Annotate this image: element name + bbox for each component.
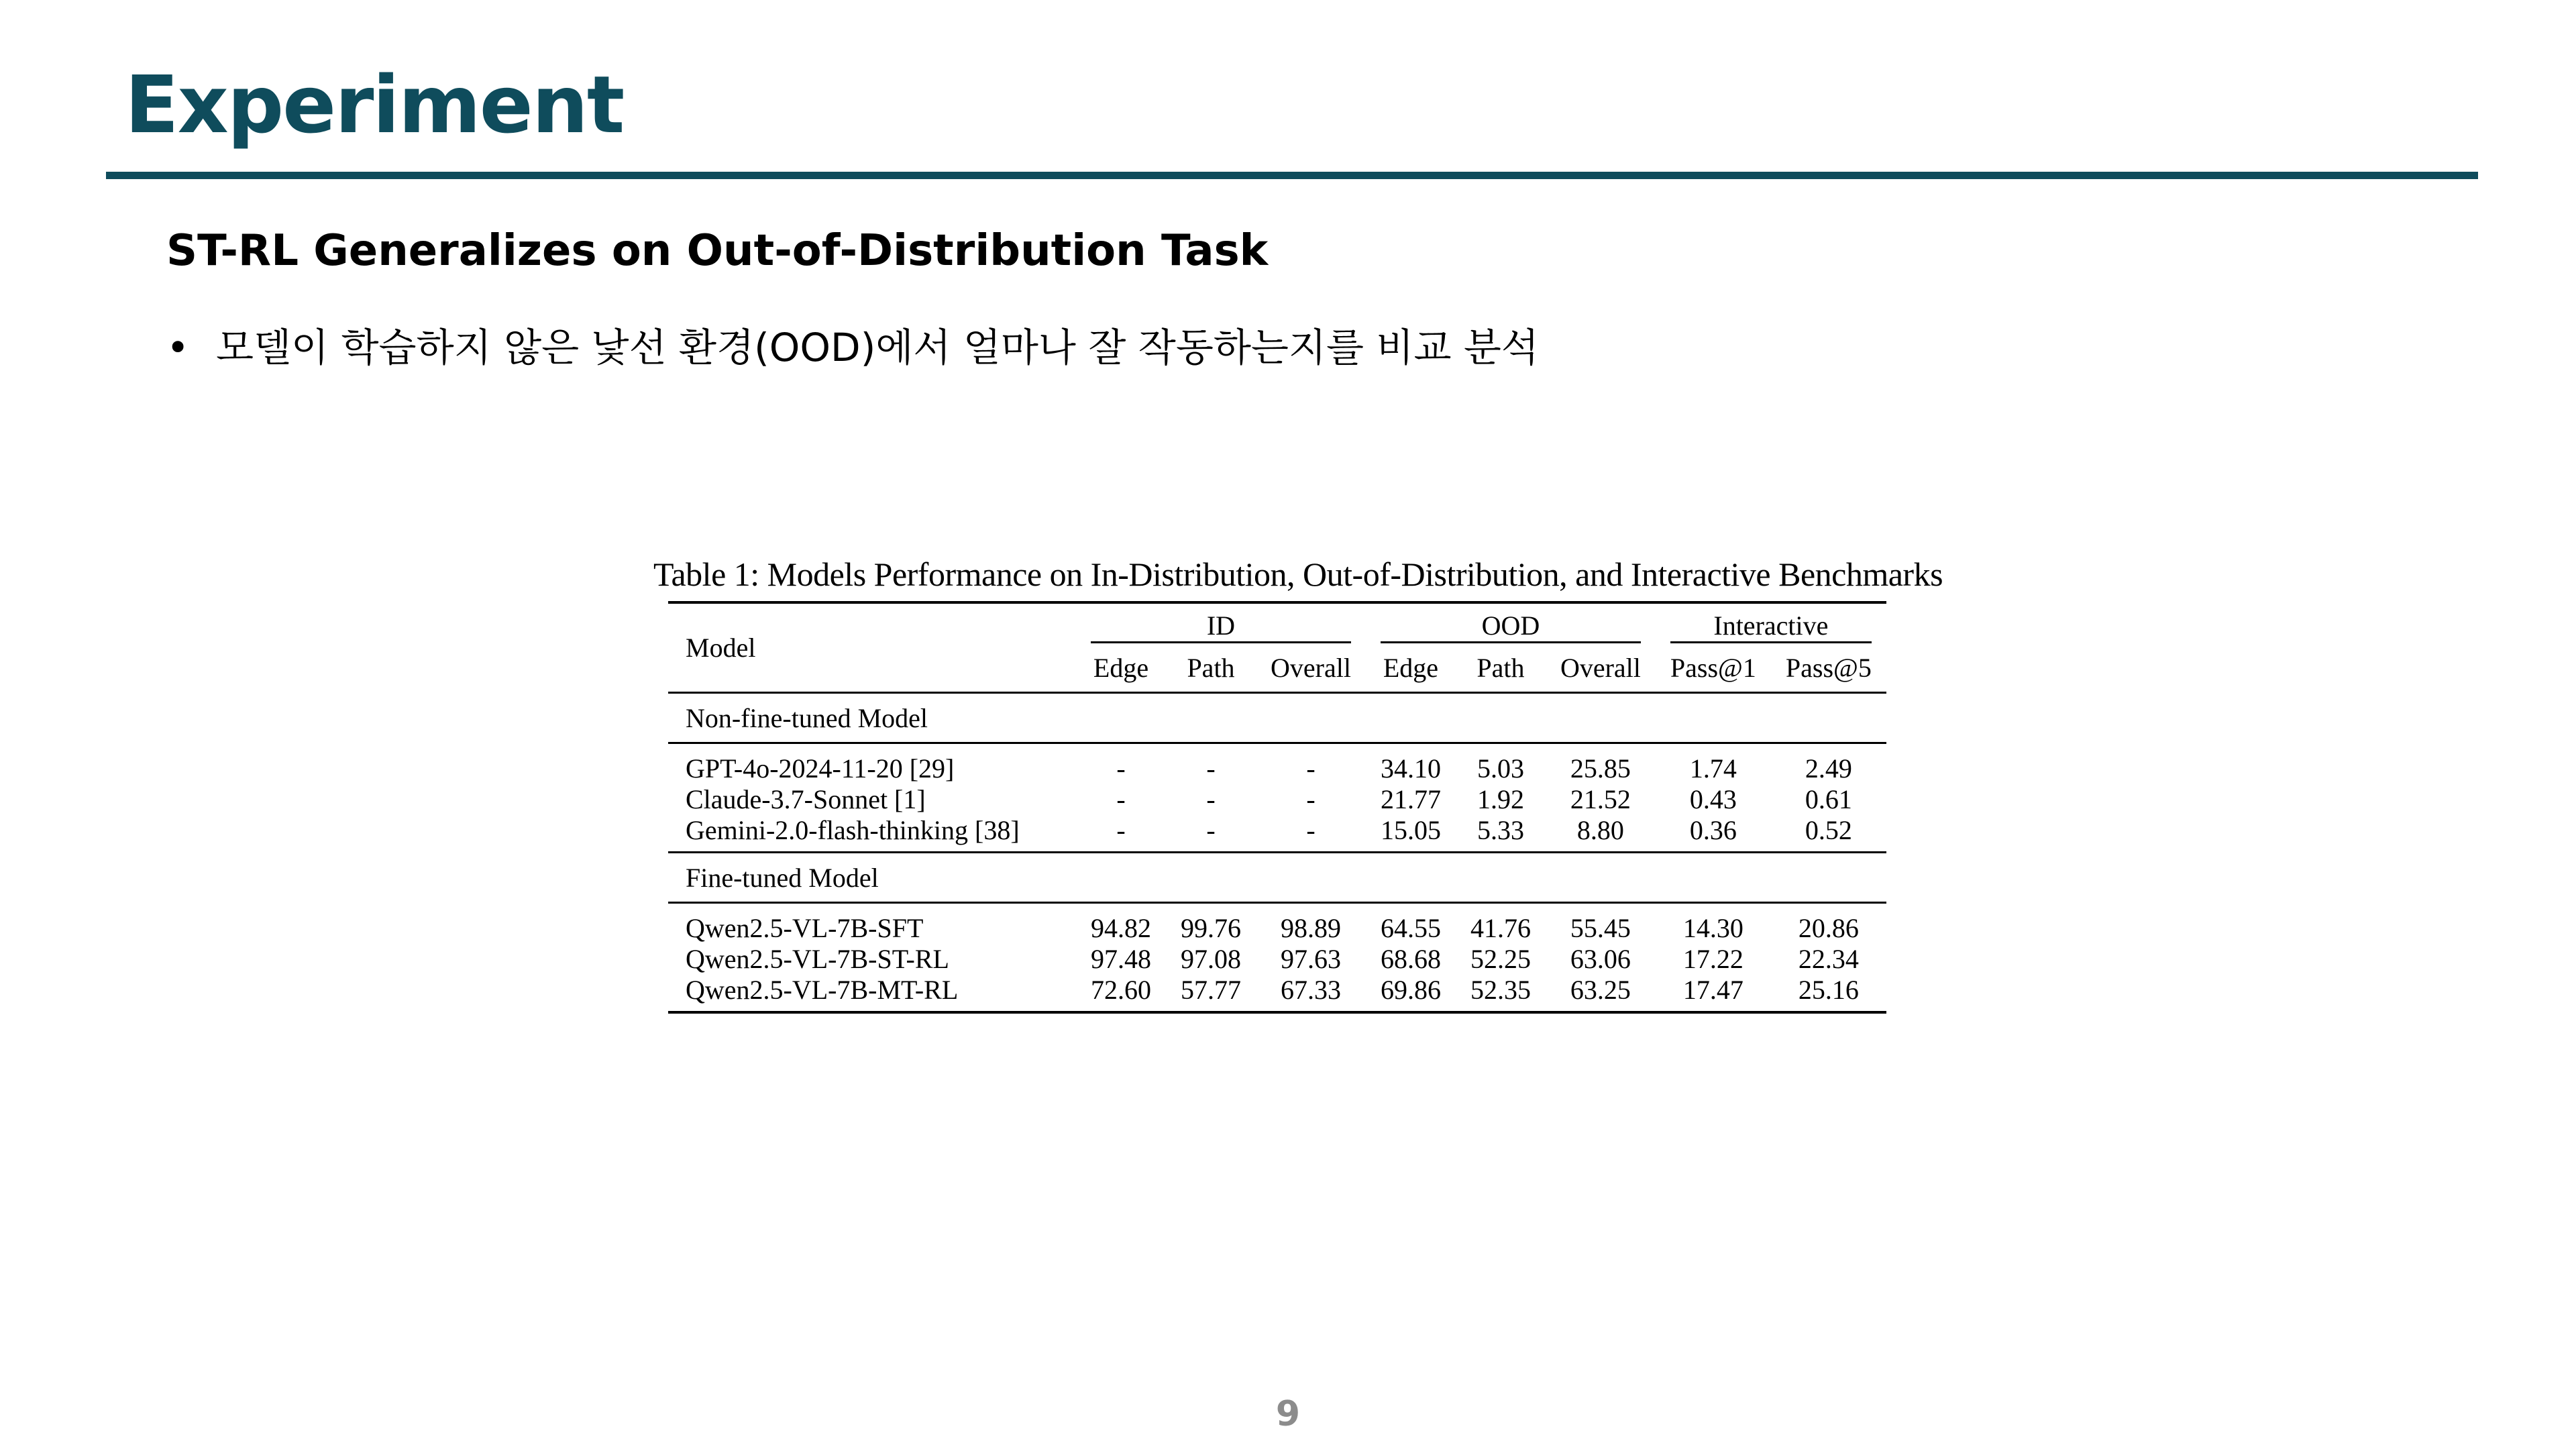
value-cell: -: [1116, 784, 1126, 814]
value-cell: 1.74: [1656, 743, 1771, 785]
bullet-text: 모델이 학습하지 않은 낯선 환경(OOD)에서 얼마나 잘 작동하는지를 비교 분석: [216, 325, 1539, 370]
column-header: Edge: [1093, 653, 1149, 683]
value-cell-best: 97.48: [1091, 944, 1151, 974]
value-cell-best: 98.89: [1256, 903, 1366, 945]
value-cell: 21.77: [1380, 784, 1441, 814]
value-cell: 34.10: [1366, 743, 1456, 785]
value-cell: 17.22: [1682, 944, 1743, 974]
model-column-header: Model: [668, 602, 1076, 693]
column-header: Overall: [1271, 653, 1351, 683]
value-cell-best: 69.86: [1366, 975, 1456, 1012]
value-cell: 55.45: [1546, 903, 1656, 945]
value-cell: -: [1306, 784, 1316, 814]
column-header: Path: [1477, 653, 1525, 683]
value-cell: 0.52: [1805, 815, 1852, 845]
section-title: Non-fine-tuned Model: [668, 693, 1886, 743]
section-title: Fine-tuned Model: [668, 853, 1886, 903]
value-cell: 15.05: [1380, 815, 1441, 845]
column-header: Overall: [1560, 653, 1641, 683]
results-table-figure: [604, 554, 1992, 1014]
value-cell: -: [1166, 743, 1256, 785]
value-cell: 21.52: [1570, 784, 1631, 814]
value-cell-best: 17.47: [1656, 975, 1771, 1012]
value-cell: -: [1116, 815, 1126, 845]
value-cell: 94.82: [1076, 903, 1166, 945]
group-header-id: ID: [1076, 602, 1366, 643]
value-cell: 0.36: [1689, 815, 1737, 845]
value-cell: 97.08: [1181, 944, 1241, 974]
value-cell-best: 52.35: [1456, 975, 1546, 1012]
table-row: [668, 944, 1886, 975]
value-cell: 2.49: [1771, 743, 1886, 785]
column-header: Path: [1187, 653, 1235, 683]
value-cell: 67.33: [1256, 975, 1366, 1012]
table-group-header-row: [668, 602, 1886, 643]
section-header-row: [668, 853, 1886, 903]
table-row: [668, 743, 1886, 785]
value-cell: 25.85: [1546, 743, 1656, 785]
value-cell-best: 63.25: [1546, 975, 1656, 1012]
group-header-ood: OOD: [1366, 602, 1656, 643]
table-row: [668, 784, 1886, 815]
table-row: [668, 815, 1886, 853]
slide-title: Experiment: [125, 58, 624, 151]
results-table: [668, 601, 1886, 1014]
table-row: [668, 903, 1886, 945]
bullet-marker: •: [166, 325, 190, 370]
value-cell: -: [1206, 815, 1216, 845]
value-cell: 14.30: [1656, 903, 1771, 945]
column-header: Pass@5: [1785, 653, 1872, 683]
title-underline: [106, 172, 2478, 179]
value-cell: 72.60: [1076, 975, 1166, 1012]
column-header: Pass@1: [1670, 653, 1756, 683]
value-cell: 68.68: [1380, 944, 1441, 974]
value-cell: 5.03: [1456, 743, 1546, 785]
value-cell: 52.25: [1470, 944, 1531, 974]
model-name-cell: Qwen2.5-VL-7B-ST-RL: [686, 944, 949, 974]
value-cell: 57.77: [1166, 975, 1256, 1012]
value-cell-best: 99.76: [1166, 903, 1256, 945]
value-cell: 0.61: [1805, 784, 1852, 814]
value-cell: 20.86: [1771, 903, 1886, 945]
model-name-cell: Qwen2.5-VL-7B-SFT: [668, 903, 1076, 945]
page-number: 9: [1275, 1394, 1301, 1434]
value-cell: -: [1256, 743, 1366, 785]
value-cell: 0.43: [1689, 784, 1737, 814]
value-cell: 41.76: [1456, 903, 1546, 945]
value-cell: 63.06: [1570, 944, 1631, 974]
value-cell: -: [1076, 743, 1166, 785]
bullet-item: [166, 325, 1539, 372]
section-header-row: [668, 693, 1886, 743]
value-cell: 5.33: [1477, 815, 1524, 845]
table-row: [668, 975, 1886, 1012]
value-cell: 64.55: [1366, 903, 1456, 945]
value-cell: 97.63: [1280, 944, 1341, 974]
section-subtitle: ST-RL Generalizes on Out-of-Distribution Task: [166, 226, 1269, 276]
value-cell-best: 25.16: [1771, 975, 1886, 1012]
model-name-cell: Qwen2.5-VL-7B-MT-RL: [668, 975, 1076, 1012]
model-name-cell: Gemini-2.0-flash-thinking [38]: [686, 815, 1020, 845]
value-cell: 22.34: [1798, 944, 1859, 974]
value-cell: 1.92: [1477, 784, 1524, 814]
value-cell: -: [1206, 784, 1216, 814]
value-cell: 8.80: [1576, 815, 1624, 845]
model-name-cell: Claude-3.7-Sonnet [1]: [686, 784, 926, 814]
group-header-interactive: Interactive: [1656, 602, 1886, 643]
model-name-cell: GPT-4o-2024-11-20 [29]: [668, 743, 1076, 785]
table-caption: Table 1: Models Performance on In-Distribution, Out-of-Distribution, and Interactive Benchmarks: [653, 555, 1943, 593]
value-cell: -: [1306, 815, 1316, 845]
column-header: Edge: [1383, 653, 1439, 683]
